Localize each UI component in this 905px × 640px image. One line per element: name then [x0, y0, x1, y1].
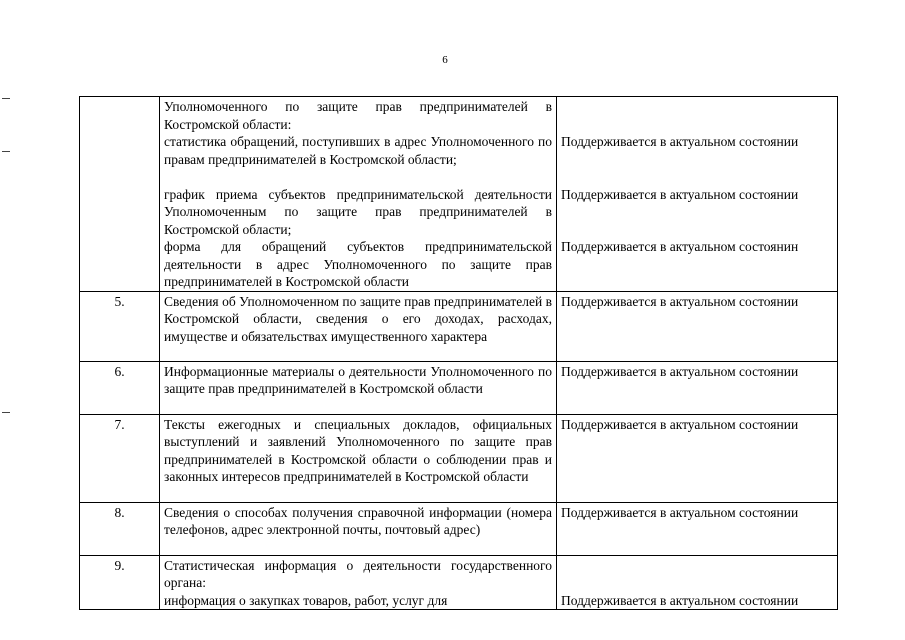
- status-text: Поддерживается в актуальном состоянии: [561, 186, 799, 202]
- row-description: [160, 97, 557, 292]
- status-text: Поддерживается в актуальном состоянин: [561, 239, 799, 254]
- table-row: [80, 97, 838, 292]
- row-description: [160, 555, 557, 610]
- table-row: [80, 291, 838, 361]
- page-number: 6: [442, 54, 448, 66]
- row-number: 8.: [80, 502, 160, 555]
- status-text: Поддерживается в актуальном состоянии: [561, 363, 799, 379]
- row-description: Сведения о способах получения справочной информации (номера телефонов, адрес электронной почты, почтовый адрес): [160, 502, 557, 555]
- table-row: [80, 502, 838, 555]
- margin-mark: [2, 412, 10, 413]
- desc-paragraph: информация о закупках товаров, работ, услуг для: [164, 592, 448, 608]
- row-status: [557, 361, 838, 414]
- row-status: [557, 555, 838, 610]
- row-description: Тексты ежегодных и специальных докладов, официальных выступлений и заявлений Уполномоченного по защите прав предпринимателей в Костромской области о соблюдении прав и законных интересов предпринимателей в Костромской области: [160, 414, 557, 502]
- table-row: [80, 555, 838, 610]
- row-description: Информационные материалы о деятельности Уполномоченного по защите прав предпринимателей в Костромской области: [160, 361, 557, 414]
- status-text: Поддерживается в актуальном состоянии: [561, 416, 799, 432]
- row-status: [557, 291, 838, 361]
- desc-paragraph: Статистическая информация о деятельности государственного органа:: [164, 557, 552, 590]
- row-number: 6.: [80, 361, 160, 414]
- row-number: 9.: [80, 555, 160, 610]
- status-text: Поддерживается в актуальном состоянии: [561, 592, 799, 608]
- row-status: [557, 502, 838, 555]
- margin-mark: [2, 98, 10, 99]
- desc-paragraph: форма для обращений субъектов предпринимательской деятельности в адрес Уполномоченного по защите прав предпринимателей в Костромской области: [164, 239, 552, 289]
- row-status: [557, 97, 838, 292]
- status-text: Поддерживается в актуальном состоянии: [561, 293, 799, 309]
- desc-paragraph: график приема субъектов предпринимательской деятельности Уполномоченным по защите прав предпринимателей в Костромской области;: [164, 186, 552, 237]
- document-table: [79, 96, 838, 610]
- row-number: 7.: [80, 414, 160, 502]
- margin-mark: [2, 151, 10, 152]
- row-number: [80, 97, 160, 292]
- row-description: Сведения об Уполномоченном по защите прав предпринимателей в Костромской области, сведения о его доходах, расходах, имуществе и обязательствах имущественного характера: [160, 291, 557, 361]
- status-text: Поддерживается в актуальном состоянии: [561, 504, 799, 520]
- row-number: 5.: [80, 291, 160, 361]
- row-status: [557, 414, 838, 502]
- table-row: [80, 361, 838, 414]
- desc-paragraph: статистика обращений, поступивших в адрес Уполномоченного по правам предпринимателей в Костромской области;: [164, 134, 552, 167]
- status-text: Поддерживается в актуальном состоянии: [561, 134, 799, 149]
- table-row: [80, 414, 838, 502]
- desc-paragraph: Уполномоченного по защите прав предпринимателей в Костромской области:: [164, 99, 552, 132]
